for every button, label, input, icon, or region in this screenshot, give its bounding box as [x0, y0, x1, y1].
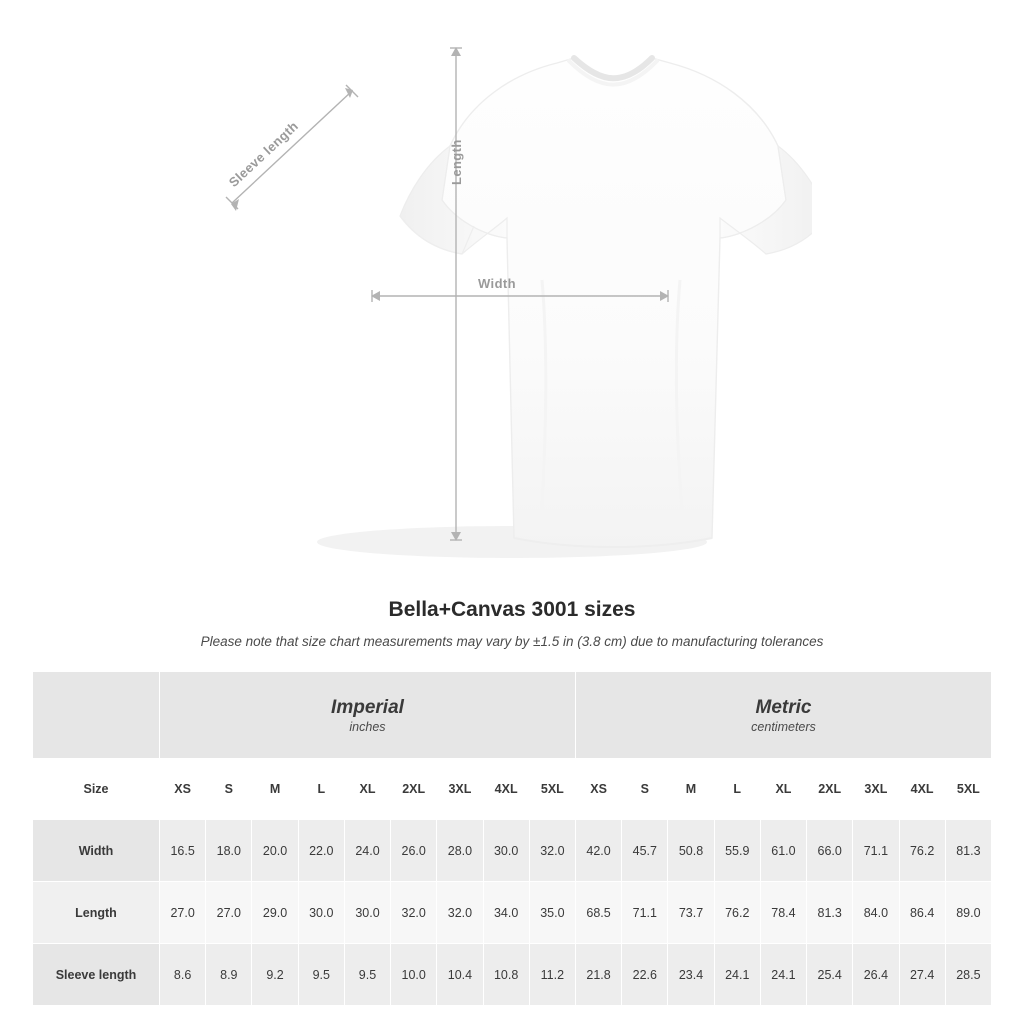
- size-header-metric-m: M: [668, 759, 714, 820]
- size-header-imperial-xs: XS: [160, 759, 206, 820]
- width-metric-3xl: 71.1: [853, 820, 899, 882]
- sleeve-imperial-m: 9.2: [252, 944, 298, 1006]
- length-imperial-5xl: 35.0: [529, 882, 575, 944]
- length-metric-xl: 78.4: [760, 882, 806, 944]
- sleeve-metric-3xl: 26.4: [853, 944, 899, 1006]
- unit-group-header-row: [33, 672, 992, 759]
- size-header-row: [33, 759, 992, 820]
- group-unit-imperial: inches: [349, 719, 386, 734]
- size-header-metric-5xl: 5XL: [945, 759, 991, 820]
- width-imperial-4xl: 30.0: [483, 820, 529, 882]
- size-header-metric-l: L: [714, 759, 760, 820]
- size-header-imperial-5xl: 5XL: [529, 759, 575, 820]
- size-chart-table: [32, 671, 992, 1006]
- tshirt-svg: [212, 30, 812, 560]
- sleeve-imperial-4xl: 10.8: [483, 944, 529, 1006]
- size-chart-table-wrap: [32, 671, 992, 1006]
- column-header-size: Size: [33, 759, 160, 820]
- length-metric-s: 71.1: [622, 882, 668, 944]
- sleeve-imperial-s: 8.9: [206, 944, 252, 1006]
- width-metric-5xl: 81.3: [945, 820, 991, 882]
- sleeve-metric-xl: 24.1: [760, 944, 806, 1006]
- width-annotation-label: Width: [478, 276, 516, 291]
- length-metric-5xl: 89.0: [945, 882, 991, 944]
- width-imperial-xs: 16.5: [160, 820, 206, 882]
- sleeve-metric-2xl: 25.4: [807, 944, 853, 1006]
- sleeve-imperial-xs: 8.6: [160, 944, 206, 1006]
- length-imperial-2xl: 32.0: [391, 882, 437, 944]
- length-metric-l: 76.2: [714, 882, 760, 944]
- group-unit-metric: centimeters: [751, 719, 816, 734]
- width-imperial-xl: 24.0: [344, 820, 390, 882]
- size-header-imperial-m: M: [252, 759, 298, 820]
- size-header-metric-2xl: 2XL: [807, 759, 853, 820]
- size-header-imperial-4xl: 4XL: [483, 759, 529, 820]
- sleeve-imperial-3xl: 10.4: [437, 944, 483, 1006]
- width-imperial-m: 20.0: [252, 820, 298, 882]
- length-metric-3xl: 84.0: [853, 882, 899, 944]
- size-header-imperial-l: L: [298, 759, 344, 820]
- length-metric-xs: 68.5: [575, 882, 621, 944]
- sleeve-metric-4xl: 27.4: [899, 944, 945, 1006]
- sleeve-metric-m: 23.4: [668, 944, 714, 1006]
- size-header-imperial-2xl: 2XL: [391, 759, 437, 820]
- length-imperial-4xl: 34.0: [483, 882, 529, 944]
- group-title-imperial: Imperial: [331, 697, 404, 719]
- size-header-metric-4xl: 4XL: [899, 759, 945, 820]
- table-row: [33, 820, 992, 882]
- length-imperial-l: 30.0: [298, 882, 344, 944]
- size-header-metric-3xl: 3XL: [853, 759, 899, 820]
- size-header-metric-xl: XL: [760, 759, 806, 820]
- sleeve-metric-s: 22.6: [622, 944, 668, 1006]
- length-imperial-xs: 27.0: [160, 882, 206, 944]
- row-label-sleeve-length: Sleeve length: [33, 944, 160, 1006]
- row-label-length: Length: [33, 882, 160, 944]
- width-imperial-s: 18.0: [206, 820, 252, 882]
- sleeve-imperial-2xl: 10.0: [391, 944, 437, 1006]
- width-metric-xs: 42.0: [575, 820, 621, 882]
- size-header-imperial-xl: XL: [344, 759, 390, 820]
- length-imperial-m: 29.0: [252, 882, 298, 944]
- sleeve-length-annotation-label: Sleeve length: [225, 118, 302, 190]
- length-imperial-xl: 30.0: [344, 882, 390, 944]
- sleeve-metric-xs: 21.8: [575, 944, 621, 1006]
- width-metric-s: 45.7: [622, 820, 668, 882]
- sleeve-imperial-xl: 9.5: [344, 944, 390, 1006]
- page-title: Bella+Canvas 3001 sizes: [388, 598, 636, 621]
- width-imperial-2xl: 26.0: [391, 820, 437, 882]
- sleeve-metric-5xl: 28.5: [945, 944, 991, 1006]
- group-title-metric: Metric: [755, 697, 812, 719]
- group-spacer-cell: [33, 672, 160, 759]
- length-metric-4xl: 86.4: [899, 882, 945, 944]
- width-metric-m: 50.8: [668, 820, 714, 882]
- width-imperial-5xl: 32.0: [529, 820, 575, 882]
- length-metric-m: 73.7: [668, 882, 714, 944]
- width-metric-2xl: 66.0: [807, 820, 853, 882]
- length-annotation-label: Length: [449, 139, 464, 185]
- size-header-imperial-3xl: 3XL: [437, 759, 483, 820]
- width-imperial-3xl: 28.0: [437, 820, 483, 882]
- length-metric-2xl: 81.3: [807, 882, 853, 944]
- width-metric-l: 55.9: [714, 820, 760, 882]
- group-header-imperial: [160, 672, 576, 759]
- size-header-metric-xs: XS: [575, 759, 621, 820]
- length-imperial-3xl: 32.0: [437, 882, 483, 944]
- width-metric-4xl: 76.2: [899, 820, 945, 882]
- group-header-metric: [575, 672, 991, 759]
- chart-title-block: [0, 598, 1024, 649]
- table-row: [33, 944, 992, 1006]
- tolerance-note: Please note that size chart measurements may vary by ±1.5 in (3.8 cm) due to manufacturing tolerances: [200, 634, 824, 649]
- width-imperial-l: 22.0: [298, 820, 344, 882]
- table-row: [33, 882, 992, 944]
- length-imperial-s: 27.0: [206, 882, 252, 944]
- sleeve-metric-l: 24.1: [714, 944, 760, 1006]
- size-header-imperial-s: S: [206, 759, 252, 820]
- width-metric-xl: 61.0: [760, 820, 806, 882]
- size-header-metric-s: S: [622, 759, 668, 820]
- sleeve-imperial-5xl: 11.2: [529, 944, 575, 1006]
- row-label-width: Width: [33, 820, 160, 882]
- sleeve-imperial-l: 9.5: [298, 944, 344, 1006]
